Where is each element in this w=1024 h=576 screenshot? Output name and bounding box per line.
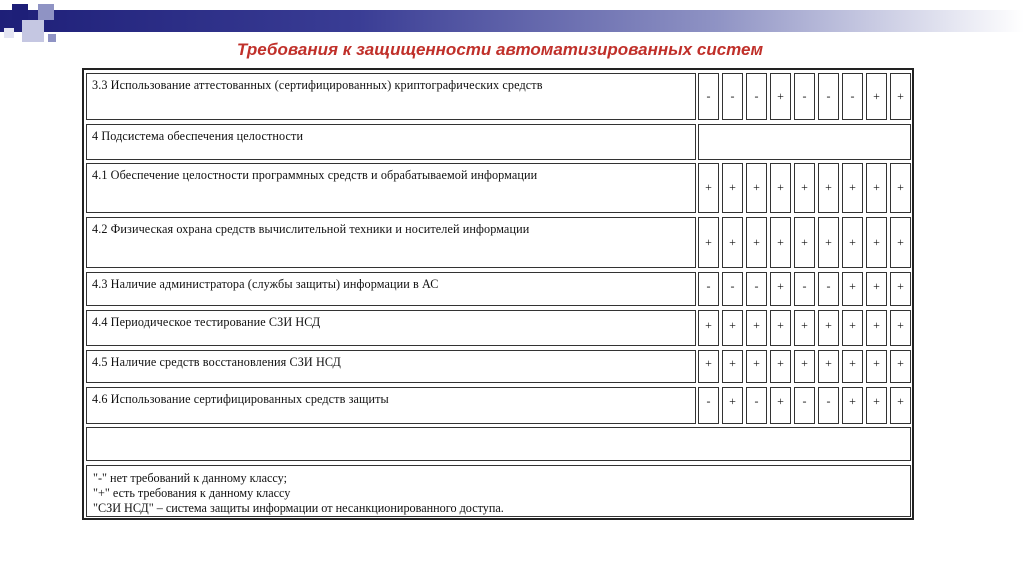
legend-plus: "+" есть требования к данному классу	[93, 486, 291, 500]
mark-cell: +	[746, 217, 767, 268]
mark-cell: +	[722, 310, 743, 346]
mark-cell: +	[842, 217, 863, 268]
mark-cell: -	[698, 387, 719, 424]
mark-cell: -	[842, 73, 863, 120]
mark-cell: +	[770, 310, 791, 346]
decor-square-2	[38, 4, 54, 20]
mark-cell: -	[818, 272, 839, 306]
mark-cell: +	[770, 350, 791, 383]
mark-cell: +	[698, 310, 719, 346]
mark-cell: -	[794, 387, 815, 424]
mark-cell: -	[746, 387, 767, 424]
mark-cell: +	[770, 217, 791, 268]
mark-cell: +	[866, 163, 887, 213]
mark-cell: +	[746, 310, 767, 346]
page-title: Требования к защищенности автоматизированных систем	[236, 40, 764, 59]
mark-cell: +	[722, 217, 743, 268]
decor-square-3	[22, 20, 44, 42]
mark-cell: +	[866, 310, 887, 346]
mark-cell: +	[770, 272, 791, 306]
mark-cell: +	[794, 163, 815, 213]
mark-cell: +	[890, 163, 911, 213]
legend-box	[86, 465, 911, 517]
mark-cell: -	[818, 387, 839, 424]
mark-cell: +	[866, 73, 887, 120]
mark-cell: +	[890, 387, 911, 424]
mark-cell: +	[794, 350, 815, 383]
mark-cell: +	[698, 217, 719, 268]
decor-square-4	[4, 28, 14, 38]
mark-cell: +	[842, 272, 863, 306]
mark-cell: +	[866, 217, 887, 268]
row-3-3-description: 3.3 Использование аттестованных (сертифицированных) криптографических средств	[86, 73, 696, 120]
mark-cell: -	[818, 73, 839, 120]
mark-cell: +	[746, 163, 767, 213]
mark-cell: +	[890, 350, 911, 383]
mark-cell: +	[890, 73, 911, 120]
row-4-1-description: 4.1 Обеспечение целостности программных средств и обрабатываемой информации	[86, 163, 696, 213]
mark-cell: +	[770, 387, 791, 424]
decor-square-1	[12, 4, 28, 20]
row-4-4-description: 4.4 Периодическое тестирование СЗИ НСД	[86, 310, 696, 346]
mark-cell: +	[818, 217, 839, 268]
mark-cell: +	[794, 310, 815, 346]
mark-cell: +	[842, 310, 863, 346]
row-4-6-description: 4.6 Использование сертифицированных средств защиты	[86, 387, 696, 424]
mark-cell: +	[698, 163, 719, 213]
mark-cell: +	[842, 387, 863, 424]
mark-cell: +	[770, 73, 791, 120]
mark-cell: -	[722, 272, 743, 306]
section-4-empty-cell	[698, 124, 911, 160]
mark-cell: -	[698, 272, 719, 306]
header-gradient-bar	[0, 10, 1024, 32]
row-4-3-description: 4.3 Наличие администратора (службы защиты) информации в АС	[86, 272, 696, 306]
legend-szi-nsd: "СЗИ НСД" – система защиты информации от несанкционированного доступа.	[93, 501, 504, 515]
mark-cell: -	[722, 73, 743, 120]
mark-cell: +	[818, 310, 839, 346]
mark-cell: -	[794, 73, 815, 120]
mark-cell: +	[794, 217, 815, 268]
mark-cell: +	[698, 350, 719, 383]
mark-cell: -	[794, 272, 815, 306]
mark-cell: +	[722, 387, 743, 424]
mark-cell: -	[746, 272, 767, 306]
mark-cell: +	[866, 350, 887, 383]
row-4-5-description: 4.5 Наличие средств восстановления СЗИ НСД	[86, 350, 696, 383]
row-4-2-description: 4.2 Физическая охрана средств вычислительной техники и носителей информации	[86, 217, 696, 268]
mark-cell: -	[698, 73, 719, 120]
mark-cell: +	[770, 163, 791, 213]
mark-cell: +	[746, 350, 767, 383]
mark-cell: +	[890, 217, 911, 268]
legend-minus: "-" нет требований к данному классу;	[93, 471, 287, 485]
section-4-description: 4 Подсистема обеспечения целостности	[86, 124, 696, 160]
mark-cell: +	[818, 350, 839, 383]
mark-cell: +	[722, 163, 743, 213]
mark-cell: +	[866, 387, 887, 424]
mark-cell: +	[890, 310, 911, 346]
mark-cell: +	[722, 350, 743, 383]
mark-cell: +	[818, 163, 839, 213]
mark-cell: +	[842, 350, 863, 383]
requirements-table	[82, 68, 914, 520]
empty-row	[86, 427, 911, 461]
mark-cell: +	[890, 272, 911, 306]
mark-cell: +	[842, 163, 863, 213]
mark-cell: -	[746, 73, 767, 120]
mark-cell: +	[866, 272, 887, 306]
